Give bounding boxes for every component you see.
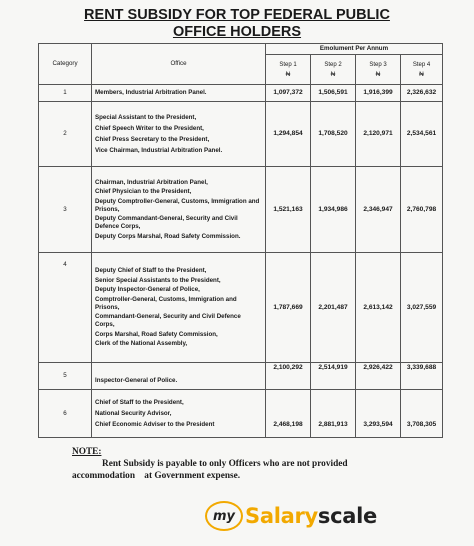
office-cell (92, 167, 266, 253)
value-cell: 2,514,919 (311, 363, 356, 390)
office-line: Chief of Staff to the President, (95, 398, 184, 406)
table-row (39, 363, 443, 390)
table-row (39, 253, 443, 363)
value-cell: 2,760,798 (401, 167, 443, 253)
value-cell: 1,294,854 (266, 102, 311, 167)
office-line: Chief Press Secretary to the President, (95, 135, 210, 143)
value-cell: 3,293,594 (356, 390, 401, 438)
emolument-header: Emolument Per Annum (266, 44, 443, 55)
value-cell: 1,506,591 (311, 85, 356, 102)
value-cell: 2,100,292 (266, 363, 311, 390)
office-line: Deputy Chief of Staff to the President, (95, 267, 207, 274)
mysalaryscale-logo (205, 498, 377, 534)
office-line: Members, Industrial Arbitration Panel. (95, 89, 207, 96)
office-line: Deputy Corps Marshal, Road Safety Commission. (95, 232, 241, 240)
office-line: Deputy Commandant-General, Security and Civil Defence Corps, (95, 215, 238, 230)
note-text-line2: accommodation at Government expense. (72, 471, 241, 481)
logo-my-badge: my (205, 501, 243, 531)
office-line: Comptroller-General, Customs, Immigration and Prisons, (95, 295, 237, 311)
category-cell: 3 (39, 167, 92, 253)
table-row (39, 390, 443, 438)
value-cell: 3,708,305 (401, 390, 443, 438)
rent-subsidy-table (38, 43, 443, 438)
value-cell: 2,926,422 (356, 363, 401, 390)
category-column-header: Category (39, 44, 92, 85)
step-2-header: Step 2 ₦ (311, 55, 356, 85)
office-line: Chief Physician to the President, (95, 188, 192, 195)
value-cell: 2,613,142 (356, 253, 401, 363)
value-cell: 2,468,198 (266, 390, 311, 438)
office-cell (92, 85, 266, 102)
step-3-header: Step 3 ₦ (356, 55, 401, 85)
office-line: Inspector-General of Police. (95, 377, 178, 384)
value-cell: 2,201,487 (311, 253, 356, 363)
value-cell: 3,339,688 (401, 363, 443, 390)
office-line: Vice Chairman, Industrial Arbitration Panel. (95, 146, 223, 154)
step-4-header: Step 4 ₦ (401, 55, 443, 85)
value-cell: 2,326,632 (401, 85, 443, 102)
office-line: Corps Marshal, Road Safety Commission, (95, 330, 218, 338)
value-cell: 1,097,372 (266, 85, 311, 102)
value-cell: 1,521,163 (266, 167, 311, 253)
category-cell: 2 (39, 102, 92, 167)
logo-scale-text: scale (317, 504, 377, 528)
office-line: Senior Special Assistants to the President, (95, 276, 221, 284)
office-line: Commandant-General, Security and Civil Defence Corps, (95, 313, 241, 328)
document-title-line1: RENT SUBSIDY FOR TOP FEDERAL PUBLIC (84, 7, 390, 23)
office-line: Deputy Comptroller-General, Customs, Immigration and Prisons, (95, 197, 260, 213)
office-cell (92, 102, 266, 167)
note-text-line1: Rent Subsidy is payable to only Officers who are not provided (102, 459, 348, 469)
value-cell: 2,534,561 (401, 102, 443, 167)
value-cell: 1,934,986 (311, 167, 356, 253)
value-cell: 2,881,913 (311, 390, 356, 438)
office-line: Chief Economic Adviser to the President (95, 420, 215, 428)
category-cell: 5 (39, 363, 92, 390)
office-line: Chairman, Industrial Arbitration Panel, (95, 178, 208, 186)
office-cell (92, 363, 266, 390)
value-cell: 2,120,971 (356, 102, 401, 167)
category-cell: 6 (39, 390, 92, 438)
table-row (39, 102, 443, 167)
logo-salary-text: Salary (245, 504, 318, 528)
office-cell (92, 390, 266, 438)
office-line: Deputy Inspector-General of Police, (95, 286, 200, 293)
table-row (39, 167, 443, 253)
office-line: National Security Advisor, (95, 409, 172, 417)
office-line: Special Assistant to the President, (95, 113, 197, 121)
value-cell: 1,708,520 (311, 102, 356, 167)
office-line: Clerk of the National Assembly, (95, 340, 188, 347)
step-1-header: Step 1 ₦ (266, 55, 311, 85)
document-title-line2: OFFICE HOLDERS (172, 24, 302, 40)
note-title: NOTE: (72, 447, 102, 457)
value-cell: 2,346,947 (356, 167, 401, 253)
office-cell (92, 253, 266, 363)
table-row (39, 85, 443, 102)
value-cell: 3,027,559 (401, 253, 443, 363)
category-cell: 4 (39, 253, 92, 363)
category-cell: 1 (39, 85, 92, 102)
note-section (72, 446, 442, 482)
office-column-header: Office (92, 44, 266, 85)
value-cell: 1,916,399 (356, 85, 401, 102)
value-cell: 1,787,669 (266, 253, 311, 363)
office-line: Chief Speech Writer to the President, (95, 124, 204, 132)
